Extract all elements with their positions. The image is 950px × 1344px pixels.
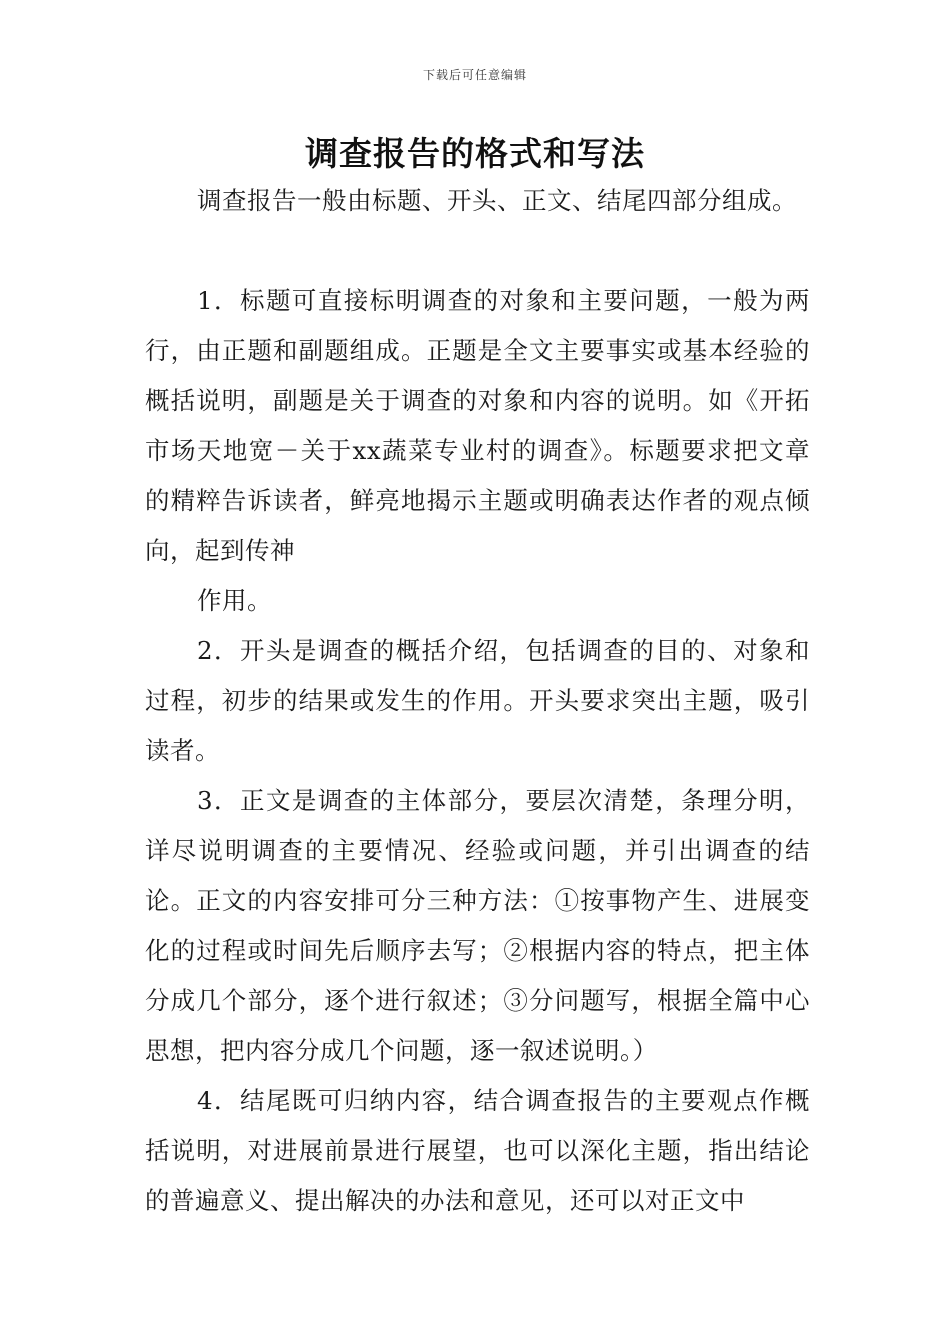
section-3-paragraph: 3．正文是调查的主体部分，要层次清楚，条理分明，详尽说明调查的主要情况、经验或问题，并引出调查的结论。正文的内容安排可分三种方法：①按事物产生、进展变化的过程或时间先后顺序去写；②根据内容的特点，把主体分成几个部分，逐个进行叙述；③分问题写，根据全篇中心思想，把内容分成几个问题，逐一叙述说明。）: [145, 786, 810, 1065]
section-1-continuation: 作用。: [197, 586, 272, 615]
section-2-paragraph: 2．开头是调查的概括介绍，包括调查的目的、对象和过程，初步的结果或发生的作用。开头要求突出主题，吸引读者。: [145, 636, 810, 765]
header-note: 下载后可任意编辑: [422, 68, 527, 82]
section-4-paragraph: 4．结尾既可归纳内容，结合调查报告的主要观点作概括说明，对进展前景进行展望，也可以深化主题，指出结论的普遍意义、提出解决的办法和意见，还可以对正文中: [145, 1086, 810, 1215]
section-1-paragraph: 1．标题可直接标明调查的对象和主要问题，一般为两行，由正题和副题组成。正题是全文主要事实或基本经验的概括说明，副题是关于调查的对象和内容的说明。如《开拓市场天地宽－关于xx蔬菜专业村的调查》。标题要求把文章的精粹告诉读者，鲜亮地揭示主题或明确表达作者的观点倾向，起到传神: [145, 286, 810, 565]
intro-paragraph: 调查报告一般由标题、开头、正文、结尾四部分组成。: [197, 186, 797, 215]
document-title: 调查报告的格式和写法: [305, 134, 645, 173]
body-sections: [145, 276, 810, 1226]
